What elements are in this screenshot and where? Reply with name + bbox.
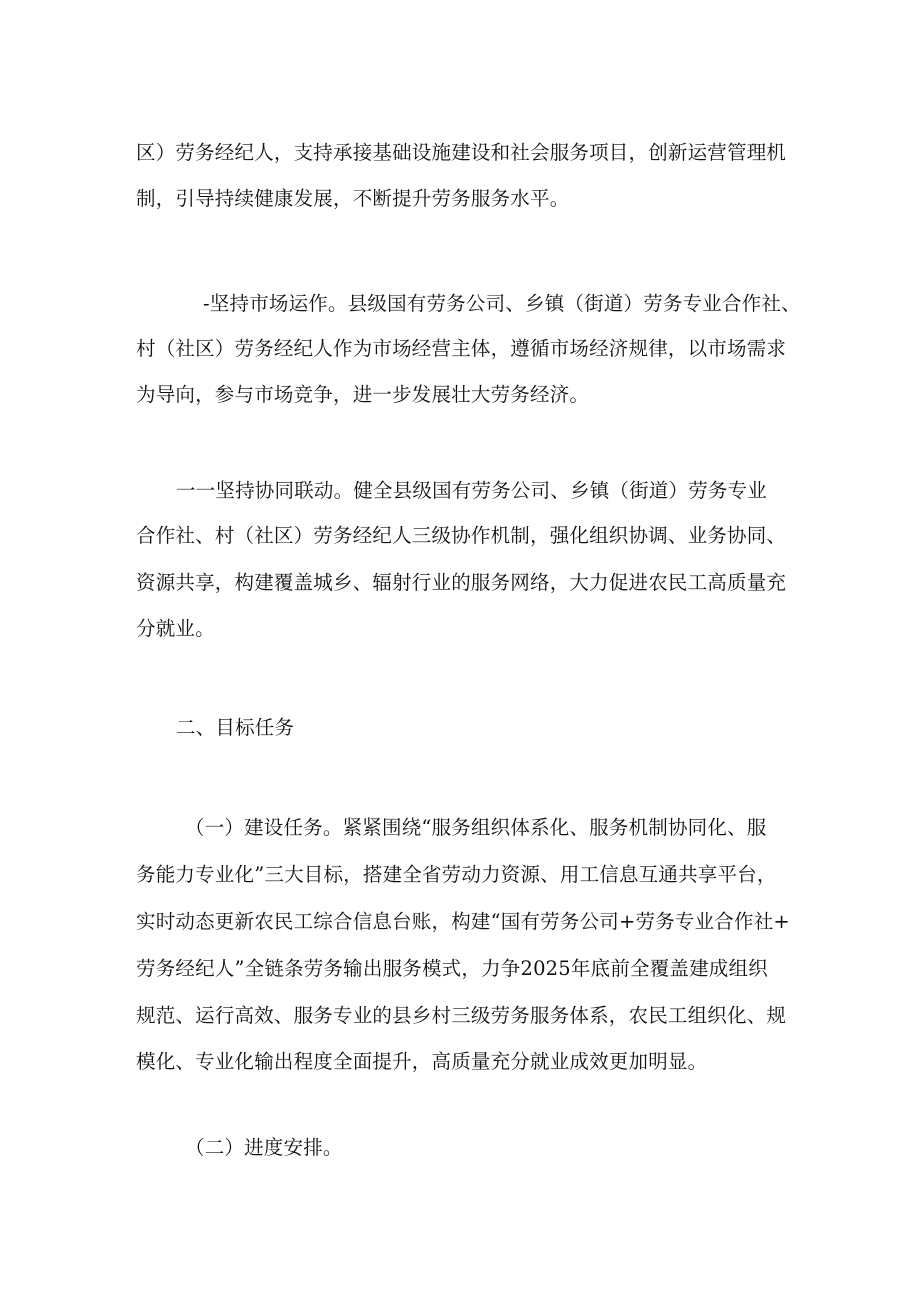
paragraph-line: 制，引导持续健康发展，不断提升劳务服务水平。 bbox=[136, 187, 570, 210]
paragraph-line: （二）进度安排。 bbox=[185, 1136, 343, 1159]
section-heading: 二、目标任务 bbox=[176, 716, 295, 739]
paragraph-line: 分就业。 bbox=[136, 617, 215, 640]
paragraph-line: -坚持市场运作。县级国有劳务公司、乡镇（街道）劳务专业合作社、 bbox=[203, 292, 801, 315]
paragraph-line: 为导向，参与市场竞争，进一步发展壮大劳务经济。 bbox=[136, 383, 590, 406]
paragraph-line: （一）建设任务。紧紧围绕“服务组织体系化、服务机制协同化、服 bbox=[185, 816, 767, 839]
paragraph-line: 合作社、村（社区）劳务经纪人三级协作机制，强化组织协调、业务协同、 bbox=[136, 524, 787, 547]
paragraph-line: 一一坚持协同联动。健全县级国有劳务公司、乡镇（街道）劳务专业 bbox=[176, 479, 768, 502]
paragraph-line: 资源共享，构建覆盖城乡、辐射行业的服务网络，大力促进农民工高质量充 bbox=[136, 571, 787, 594]
paragraph-line: 务能力专业化”三大目标，搭建全省劳动力资源、用工信息互通共享平台， bbox=[136, 863, 777, 886]
paragraph-line: 实时动态更新农民工综合信息台账，构建“国有劳务公司+劳务专业合作社+ bbox=[136, 910, 790, 933]
paragraph-line: 村（社区）劳务经纪人作为市场经营主体，遵循市场经济规律，以市场需求 bbox=[136, 337, 787, 360]
paragraph-line: 区）劳务经纪人，支持承接基础设施建设和社会服务项目，创新运营管理机 bbox=[136, 141, 787, 164]
paragraph-line: 劳务经纪人”全链条劳务输出服务模式，力争2025年底前全覆盖建成组织 bbox=[136, 957, 768, 980]
paragraph-line: 模化、专业化输出程度全面提升，高质量充分就业成效更加明显。 bbox=[136, 1050, 708, 1073]
paragraph-line: 规范、运行高效、服务专业的县乡村三级劳务服务体系，农民工组织化、规 bbox=[136, 1004, 787, 1027]
